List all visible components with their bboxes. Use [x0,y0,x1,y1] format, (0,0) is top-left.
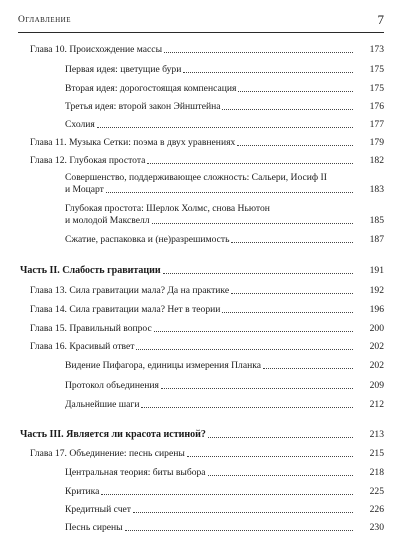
toc-entry-title: Третья идея: второй закон Эйнштейна [65,101,221,112]
toc-entry-chapter[interactable] [30,44,355,56]
toc-entry-section[interactable] [65,360,355,372]
toc-entry-section[interactable] [65,467,355,479]
toc-entry-title: Глава 15. Правильный вопрос [30,323,152,334]
toc-entry-page: 226 [369,504,384,515]
toc-entry-title: Глава 14. Сила гравитации мала? Нет в теории [30,304,221,315]
toc-entry-page: 209 [369,380,384,391]
toc-entry-page: 212 [369,399,384,410]
toc-entry-title: Глава 10. Происхождение массы [30,44,163,55]
toc-entry-section[interactable] [65,522,355,534]
toc-entry-title: Протокол объединения [65,380,159,391]
toc-entry-page: 175 [369,64,384,75]
toc-entry-chapter[interactable] [30,323,355,335]
toc-entry-title: Часть II. Слабость гравитации [20,265,161,276]
toc-entry-title: Схолия [65,119,95,130]
toc-entry-page: 179 [369,137,384,148]
toc-entry-section[interactable] [65,234,355,246]
toc-entry-title: Сжатие, распаковка и (не)разрешимость [65,234,230,245]
toc-entry-page: 202 [369,341,384,352]
toc-entry-page: 185 [369,215,384,226]
toc-entry-title: Часть III. Является ли красота истиной? [20,429,206,440]
toc-entry-page: 218 [369,467,384,478]
toc-entry-chapter[interactable] [30,341,355,353]
toc-entry-title: Дальнейшие шаги [65,399,140,410]
toc-entry-chapter[interactable] [30,448,355,460]
toc-entry-title: Песнь сирены [65,522,123,533]
toc-entry-chapter[interactable] [30,285,355,297]
toc-entry-page: 173 [369,44,384,55]
toc-entry-title-line2: и молодой Максвелл [65,215,150,226]
toc-entry-section[interactable] [65,380,355,392]
toc-entry-page: 183 [369,184,384,195]
toc-entry-section[interactable] [65,203,355,227]
toc-entry-page: 230 [369,522,384,533]
toc-entry-section[interactable] [65,172,355,196]
toc-entry-page: 192 [369,285,384,296]
toc-entry-page: 213 [369,429,384,440]
toc-entry-title: Видение Пифагора, единицы измерения Планка [65,360,262,371]
toc-entry-section[interactable] [65,64,355,76]
toc-entry-title: Критика [65,486,100,497]
toc-entry-title: Центральная теория: биты выбора [65,467,206,478]
toc-entry-title: Кредитный счет [65,504,131,515]
toc-entry-section[interactable] [65,504,355,516]
toc-entry-section[interactable] [65,101,355,113]
toc-entry-page: 177 [369,119,384,130]
toc-entry-page: 176 [369,101,384,112]
toc-entry-title-line1: Глубокая простота: Шерлок Холмс, снова Ньютон [65,203,270,214]
header-page-number: 7 [377,12,384,27]
toc-entry-page: 175 [369,83,384,94]
toc-entry-page: 182 [369,155,384,166]
toc-entry-chapter[interactable] [30,155,355,167]
header-title: Оглавление [18,15,71,25]
toc-entry-title: Глава 12. Глубокая простота [30,155,146,166]
toc-entry-title: Глава 16. Красивый ответ [30,341,135,352]
toc-entry-part[interactable] [20,265,355,277]
toc-entry-title-line1: Совершенство, поддерживающее сложность: Сальери, Иосиф II [65,172,327,183]
toc-entry-page: 200 [369,323,384,334]
toc-entry-title: Глава 17. Объединение: песнь сирены [30,448,185,459]
toc-entry-title: Глава 11. Музыка Сетки: поэма в двух уравнениях [30,137,236,148]
toc-entry-page: 187 [369,234,384,245]
toc-entry-page: 215 [369,448,384,459]
toc-entry-section[interactable] [65,399,355,411]
toc-entry-page: 202 [369,360,384,371]
toc-entry-page: 225 [369,486,384,497]
toc-entry-title-line2: и Моцарт [65,184,104,195]
toc-entry-title: Глава 13. Сила гравитации мала? Да на практике [30,285,230,296]
toc-entry-title: Вторая идея: дорогостоящая компенсация [65,83,237,94]
toc-entry-section[interactable] [65,486,355,498]
toc-entry-page: 196 [369,304,384,315]
toc-entry-part[interactable] [20,429,355,441]
toc-entry-page: 191 [369,265,384,276]
toc-entry-section[interactable] [65,83,355,95]
running-header [18,10,384,33]
toc-entry-title: Первая идея: цветущие бури [65,64,182,75]
toc-entry-chapter[interactable] [30,137,355,149]
toc-entry-chapter[interactable] [30,304,355,316]
toc-entry-section[interactable] [65,119,355,131]
